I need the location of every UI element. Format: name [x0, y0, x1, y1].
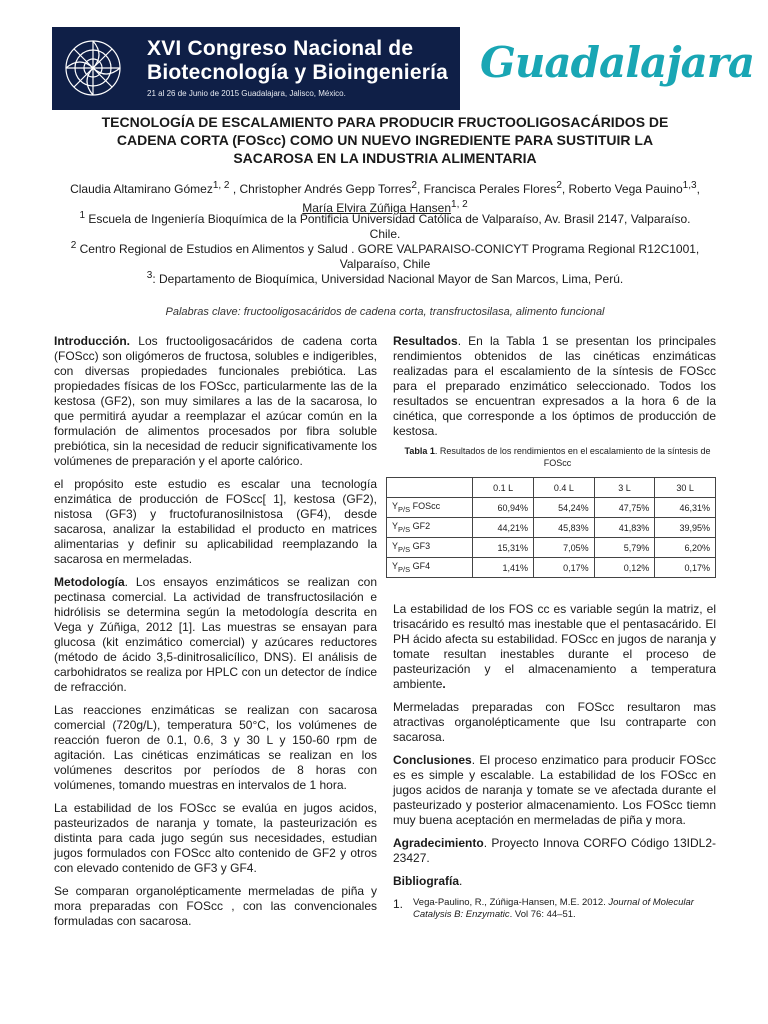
table-row: [387, 558, 716, 578]
row-label-text: GF4: [410, 561, 431, 572]
table-header-cell: 3 L: [594, 478, 655, 498]
row-label-text: GF3: [410, 541, 431, 552]
affiliation-3: [56, 268, 714, 287]
table-header-cell: 0.1 L: [473, 478, 534, 498]
introduction-paragraph: [54, 334, 377, 469]
affiliation-1-country: Chile.: [369, 227, 401, 241]
yield-symbol: Y: [392, 521, 399, 532]
jam-paragraph: Mermeladas preparadas con FOScc resultaron mas atractivas organolépticamente que lsu contraparte con sacarosa.: [393, 700, 716, 744]
table-cell: 45,83%: [534, 518, 595, 538]
methodology-text: . Los ensayos enzimáticos se realizan con pectinasa comercial. La actividad de transfructosilación e hidrólisis se determina según la metodología descrita en Vega y Zúñiga, 2012 [1]. Las muestras se ensayan para glucosa (kit enzimático comercial) y azúcares reductores (método de ácido 3,5-dinitrosalicílico, DNS). El análisis de carbohidratos se realiza por HPLC con un detector de índice de refracción.: [54, 575, 377, 694]
table-cell: 54,24%: [534, 498, 595, 518]
yield-subscript: P/S: [398, 504, 411, 514]
table-cell: 44,21%: [473, 518, 534, 538]
conclusions-heading: Conclusiones: [393, 753, 472, 767]
table-row: [387, 538, 716, 558]
stability-results-paragraph: [393, 602, 716, 692]
table-header-cell: [387, 478, 473, 498]
table-cell: 46,31%: [655, 498, 716, 518]
affiliation-2-number: 2: [70, 240, 77, 251]
congress-dates: 21 al 26 de Junio de 2015 Guadalajara, Jalisco, México.: [147, 89, 346, 98]
row-label-text: FOScc: [410, 501, 441, 512]
paper-title: [70, 113, 700, 167]
left-column: [54, 334, 377, 937]
acknowledgement-text: . Proyecto Innova CORFO Código 13IDL2-23427.: [393, 836, 716, 865]
affiliation-3-number: 3: [146, 270, 153, 281]
table-cell: 15,31%: [473, 538, 534, 558]
acknowledgement-paragraph: [393, 836, 716, 866]
results-section: [393, 334, 716, 447]
results-paragraph: [393, 334, 716, 439]
table-row: [387, 498, 716, 518]
bibliography-heading-dot: .: [459, 874, 463, 888]
yield-subscript: P/S: [398, 564, 411, 574]
table-cell: 0,17%: [655, 558, 716, 578]
discussion-section: [393, 602, 716, 921]
methodology-paragraph: [54, 575, 377, 695]
author-2: , Christopher Andrés Gepp Torres: [229, 182, 412, 196]
table-cell: 41,83%: [594, 518, 655, 538]
affiliation-2-city: Valparaíso, Chile: [339, 257, 431, 271]
reference-text: [413, 897, 713, 921]
guadalajara-logo: Guadalajara: [480, 38, 755, 87]
reference-number: 1.: [393, 897, 404, 911]
table-caption-label: Tabla 1: [404, 446, 435, 456]
affiliation-1: [56, 208, 714, 242]
table-caption-text: . Resultados de los rendimientos en el escalamiento de la síntesis de FOScc: [434, 446, 711, 468]
title-line-3: SACAROSA EN LA INDUSTRIA ALIMENTARIA: [233, 150, 537, 166]
reference-volume: . Vol 76: 44–51.: [509, 909, 576, 920]
yield-symbol: Y: [392, 541, 399, 552]
introduction-heading: Introducción.: [54, 334, 130, 348]
methodology-heading: Metodología: [54, 575, 125, 589]
author-2-affil: 2: [411, 180, 417, 191]
table-cell: 5,79%: [594, 538, 655, 558]
author-3-affil: 2: [556, 180, 562, 191]
congress-name-line2: Biotecnología y Bioingeniería: [147, 61, 449, 84]
reactions-paragraph: Las reacciones enzimáticas se realizan con sacarosa comercial (720g/L), temperatura 50°C, los volúmenes de reacción fueron de 0.1, 0.6, 3 y 30 L y 150-60 rpm de agitación. Las cinéticas enzimáticas se realizan en los volúmenes descritos por períodos de 8 horas con volúmenes, tomando muestras en intervalos de 1 hora.: [54, 703, 377, 792]
organoleptic-paragraph: Se comparan organolépticamente mermeladas de piña y mora preparadas con FOScc , con las convencionales formuladas con sacarosa.: [54, 884, 377, 928]
congress-logo-icon: [60, 35, 126, 101]
row-label: [387, 518, 473, 538]
table-row: [387, 518, 716, 538]
stability-results-end: .: [442, 677, 446, 691]
conclusions-text: . El proceso enzimatico para producir FOScc es es simple y escalable. La estabilidad de los FOScc en jugos acidos de naranja y tomate se ve afectada durante el pasteurizado y posterior almacenamiento. Los FOScc tiemn muy buena aceptación en mermeladas de piña y mora.: [393, 753, 716, 827]
reference-journal: Journal of Molecular Catalysis B: Enzymatic: [413, 897, 694, 920]
title-line-1: TECNOLOGÍA DE ESCALAMIENTO PARA PRODUCIR FRUCTOOLIGOSACÁRIDOS DE: [101, 114, 669, 130]
table-caption: [400, 445, 715, 469]
keywords: Palabras clave: fructooligosacáridos de cadena corta, transfructosilasa, alimento funcional: [165, 306, 605, 318]
author-4: , Roberto Vega Pauino: [561, 182, 683, 196]
table-cell: 39,95%: [655, 518, 716, 538]
table-cell: 1,41%: [473, 558, 534, 578]
affiliation-3-text: : Departamento de Bioquímica, Universidad Nacional Mayor de San Marcos, Lima, Perú.: [152, 272, 624, 286]
author-1: Claudia Altamirano Gómez: [70, 182, 213, 196]
purpose-paragraph: el propósito este estudio es escalar una tecnología enzimática de producción de FOScc[ 1], kestosa (GF2), nistosa (GF3) y fructofuranosilnistosa (GF4), desde sacarosa, analizar la estabilidad el producto en matrices alimentarias y definir su aplicabilidad reemplazando la sacarosa en mermeladas.: [54, 477, 377, 566]
affiliation-2-text: Centro Regional de Estudios en Alimentos y Salud . GORE VALPARAISO-CONICYT Programa Regional R12C1001,: [76, 242, 700, 256]
yield-subscript: P/S: [398, 524, 411, 534]
author-5-affil: 1, 2: [451, 199, 468, 210]
congress-banner: [52, 27, 460, 110]
author-3: , Francisca Perales Flores: [416, 182, 557, 196]
stability-results-text: La estabilidad de los FOS cc es variable según la matriz, el trisacárido es resultó mas inestable que el pentasacárido. El PH ácido afecta su estabilidad. FOScc en jugos de naranja y tomate resultan inestables durante el proceso de pasteurización y el almacenamiento a temperatura ambiente: [393, 602, 716, 691]
row-label: [387, 498, 473, 518]
yield-subscript: P/S: [398, 544, 411, 554]
author-1-affil: 1, 2: [212, 180, 230, 191]
title-line-2: CADENA CORTA (FOScc) COMO UN NUEVO INGREDIENTE PARA SUSTITUIR LA: [116, 132, 654, 148]
reference-item: [393, 897, 716, 921]
table-cell: 47,75%: [594, 498, 655, 518]
row-label: [387, 538, 473, 558]
row-label-text: GF2: [410, 521, 431, 532]
results-heading: Resultados: [393, 334, 458, 348]
yield-symbol: Y: [392, 561, 399, 572]
results-table: [386, 477, 716, 578]
results-text: . En la Tabla 1 se presentan los principales rendimientos obtenidos de las cinéticas enzimáticas realizadas para el escalamiento de la síntesis de FOScc para el preparado enzimático seleccionado. Todos los resultados se encuentran expresados a la hora 6 de la cinética, que corresponde a los óptimos de producción de kestosa.: [393, 334, 716, 438]
author-4-affil: 1,3: [682, 180, 697, 191]
bibliography-heading: Bibliografía: [393, 874, 460, 888]
introduction-text: Los fructooligosacáridos de cadena corta (FOScc) son oligómeros de fructosa, solubles e indigeribles, con diversas propiedades funcionales prebiótica. Las propiedades físicas de los FOScc, particularmente las de la kestosa (GF2), son muy similares a las de la sacarosa, lo que permitirá ayudar a reemplazar el azúcar común en la formulación de alimentos procesados por fibra soluble prebiótica, sin la necesidad de reducir significativamente los volúmenes de preparación y el aporte calórico.: [54, 334, 377, 468]
table-cell: 0,17%: [534, 558, 595, 578]
table-cell: 7,05%: [534, 538, 595, 558]
affiliation-2: [56, 238, 714, 272]
affiliation-1-text: Escuela de Ingeniería Bioquímica de la Pontificia Universidad Católica de Valparaíso, Av. Brasil 2147, Valparaíso.: [85, 212, 691, 226]
table-header-row: [387, 478, 716, 498]
stability-method-paragraph: La estabilidad de los FOScc se evalúa en jugos acidos, pasteurizados de naranja y tomate, la pasteurización es distinta para cada jugo según sus necesidades, estudian jugos formulados con FOScc alto contenido de GF2 y otros con elevado contenido de GF3 y GF4.: [54, 801, 377, 875]
reference-authors: Vega-Paulino, R., Zúñiga-Hansen, M.E. 2012.: [413, 897, 609, 908]
table-header-cell: 0.4 L: [534, 478, 595, 498]
acknowledgement-heading: Agradecimiento: [393, 836, 484, 850]
conclusions-paragraph: [393, 753, 716, 828]
author-separator: ,: [696, 182, 700, 196]
congress-name-line1: XVI Congreso Nacional de: [147, 37, 414, 60]
table-cell: 60,94%: [473, 498, 534, 518]
affiliation-1-number: 1: [79, 210, 86, 221]
row-label: [387, 558, 473, 578]
table-cell: 0,12%: [594, 558, 655, 578]
bibliography-heading-paragraph: [393, 874, 716, 889]
yield-symbol: Y: [392, 501, 399, 512]
table-cell: 6,20%: [655, 538, 716, 558]
table-header-cell: 30 L: [655, 478, 716, 498]
author-5: María Elvira Zúñiga Hansen: [302, 201, 452, 215]
